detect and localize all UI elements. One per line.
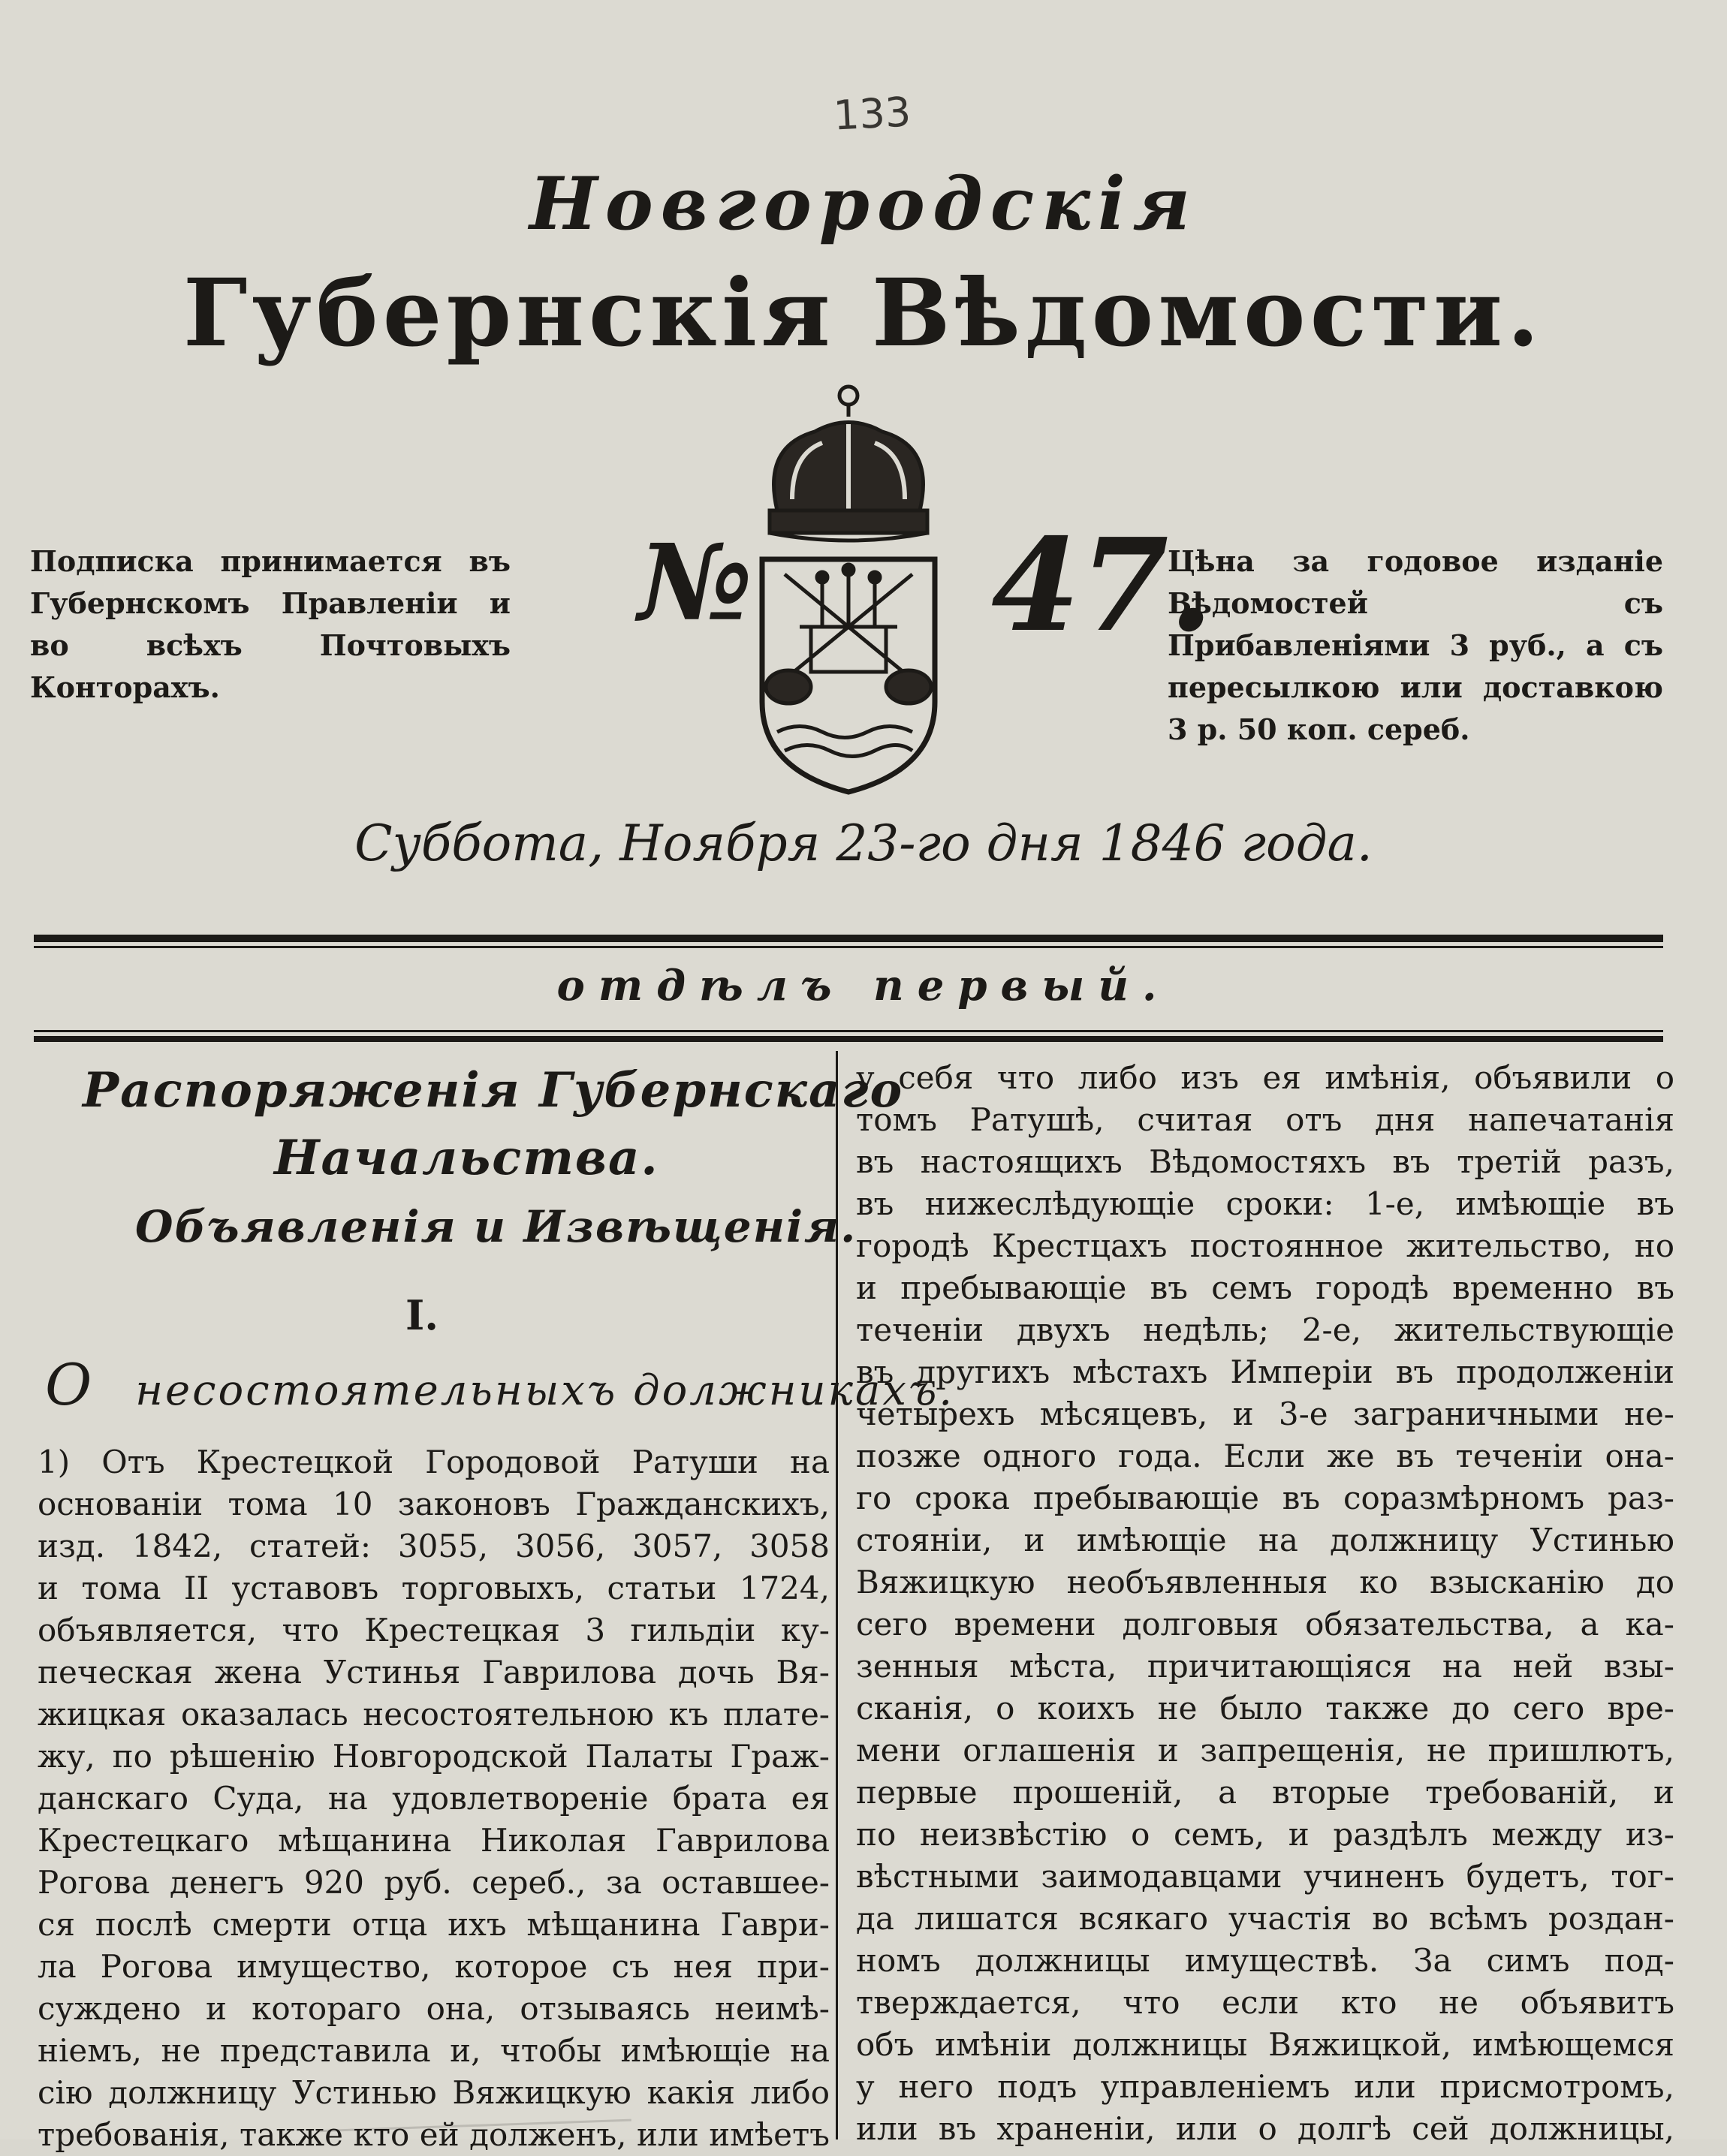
- heading-announcements: Объявленія и Извѣщенія.: [135, 1201, 857, 1252]
- right-column-line: въ настоящихъ Вѣдомостяхъ въ третій разъ,: [856, 1143, 1674, 1180]
- right-column-line: первые прошеній, а вторые требованій, и: [856, 1774, 1674, 1811]
- right-column-line: по неизвѣстію о семъ, и раздѣлъ между из-: [856, 1816, 1674, 1853]
- right-column-line: тверждается, что если кто не объявитъ: [856, 1984, 1674, 2021]
- right-column-line: зенныя мѣста, причитающіяся на ней взы-: [856, 1648, 1674, 1685]
- issue-number: 47.: [991, 510, 1213, 661]
- handwritten-page-number: 133: [832, 88, 912, 140]
- left-column-line: суждено и котораго она, отзываясь неимѣ-: [38, 1990, 830, 2027]
- left-column-line: жицкая оказалась несостоятельною къ плате-: [38, 1696, 830, 1733]
- right-column-line: объ имѣніи должницы Вяжицкой, имѣющемся: [856, 2026, 1674, 2063]
- right-column-line: вѣстными заимодавцами учиненъ будетъ, тог-: [856, 1858, 1674, 1895]
- right-column-line: да лишатся всякаго участія во всѣмъ роздан-: [856, 1900, 1674, 1937]
- right-column-line: четырехъ мѣсяцевъ, и 3-е заграничными не-: [856, 1396, 1674, 1432]
- coat-of-arms-emblem: [717, 379, 980, 799]
- issue-number-sign: №: [638, 522, 753, 645]
- right-column-line: Вяжицкую необъявленныя ко взысканію до: [856, 1564, 1674, 1600]
- left-column-line: данскаго Суда, на удовлетвореніе брата ея: [38, 1780, 830, 1817]
- right-column-line: мени оглашенія и запрещенія, не пришлютъ,: [856, 1732, 1674, 1769]
- right-column-line: томъ Ратушѣ, считая отъ дня напечатанія: [856, 1101, 1674, 1138]
- left-column-line: печеская жена Устинья Гаврилова дочь Вя-: [38, 1654, 830, 1691]
- left-column-line: и тома II уставовъ торговыхъ, статьи 1724,: [38, 1570, 830, 1606]
- right-column-line: городѣ Крестцахъ постоянное жительство, но: [856, 1227, 1674, 1264]
- subheading-initial: О: [45, 1351, 92, 1418]
- right-column-line: позже одного года. Если же въ теченіи она-: [856, 1438, 1674, 1474]
- right-column-line: у себя что либо изъ ея имѣнія, объявили о: [856, 1059, 1674, 1096]
- heading-orders-line1: Распоряженія Губернскаго: [83, 1062, 904, 1119]
- subscription-note: Подписка принимается въ Губернскомъ Правленіи и во всѣхъ Почтовыхъ Конторахъ.: [30, 544, 511, 704]
- section-title: отдѣлъ первый.: [556, 961, 1171, 1010]
- right-column-line: въ другихъ мѣстахъ Имперіи въ продолженіи: [856, 1354, 1674, 1390]
- right-column-line: сканія, о коихъ не было также до сего вре-: [856, 1690, 1674, 1727]
- right-column-line: стояніи, и имѣющіе на должницу Устинью: [856, 1522, 1674, 1558]
- right-column-line: и пребывающіе въ семъ городѣ временно въ: [856, 1269, 1674, 1306]
- price-note: Цѣна за годовое изданіе Вѣдомостей съ Прибавленіями 3 руб., а съ пересылкою или доставкою 3 р. 50 коп. сереб.: [1168, 544, 1663, 746]
- left-column-line: 1) Отъ Крестецкой Городовой Ратуши на: [38, 1444, 830, 1480]
- right-column-line: го срока пребывающіе въ соразмѣрномъ раз-: [856, 1480, 1674, 1516]
- masthead-title: Губернскія Вѣдомости.: [182, 259, 1545, 368]
- section-roman-numeral: I.: [405, 1291, 439, 1339]
- right-column-line: сего времени долговыя обязательства, а ка-: [856, 1606, 1674, 1643]
- left-column-line: ніемъ, не представила и, чтобы имѣющіе на: [38, 2032, 830, 2069]
- left-column-line: ся послѣ смерти отца ихъ мѣщанина Гаври-: [38, 1906, 830, 1943]
- right-column-line: въ нижеслѣдующіе сроки: 1-е, имѣющіе въ: [856, 1185, 1674, 1222]
- left-column-line: Рогова денегъ 920 руб. сереб., за оставшее-: [38, 1864, 830, 1901]
- left-column-line: жу, по рѣшенію Новгородской Палаты Граж-: [38, 1738, 830, 1775]
- subheading-text: несостоятельныхъ должникахъ.: [135, 1366, 955, 1415]
- section-double-rule-thin: [34, 1030, 1663, 1032]
- right-column-line: номъ должницы имуществѣ. За симъ под-: [856, 1942, 1674, 1979]
- left-column-line: требованія, также кто ей долженъ, или имѣетъ: [38, 2116, 830, 2153]
- left-column-line: сію должницу Устинью Вяжицкую какія либо: [38, 2074, 830, 2111]
- right-column-line: или въ храненіи, или о долгѣ сей должницы,: [856, 2110, 1674, 2147]
- date-line: Суббота, Ноября 23-го дня 1846 года.: [354, 815, 1373, 872]
- left-column-line: ла Рогова имущество, которое съ нея при-: [38, 1948, 830, 1985]
- left-column-line: основаніи тома 10 законовъ Гражданскихъ,: [38, 1486, 830, 1522]
- left-column-line: Крестецкаго мѣщанина Николая Гаврилова: [38, 1822, 830, 1859]
- heading-orders-line2: Начальства.: [274, 1130, 659, 1186]
- right-column-text: [856, 1057, 1674, 2150]
- section-double-rule-thick: [34, 1036, 1663, 1042]
- left-column-text: [38, 1441, 830, 2156]
- subheading-insolvent-debtors: [45, 1351, 954, 1418]
- left-column-line: объявляется, что Крестецкая 3 гильдіи ку-: [38, 1612, 830, 1649]
- right-column-line: у него подъ управленіемъ или присмотромъ,: [856, 2068, 1674, 2105]
- right-column-line: теченіи двухъ недѣль; 2-е, жительствующіе: [856, 1311, 1674, 1348]
- masthead-line1: Новгородскія: [529, 161, 1198, 246]
- top-double-rule-thin: [34, 946, 1663, 948]
- top-double-rule-thick: [34, 935, 1663, 942]
- left-column-line: изд. 1842, статей: 3055, 3056, 3057, 3058: [38, 1528, 830, 1564]
